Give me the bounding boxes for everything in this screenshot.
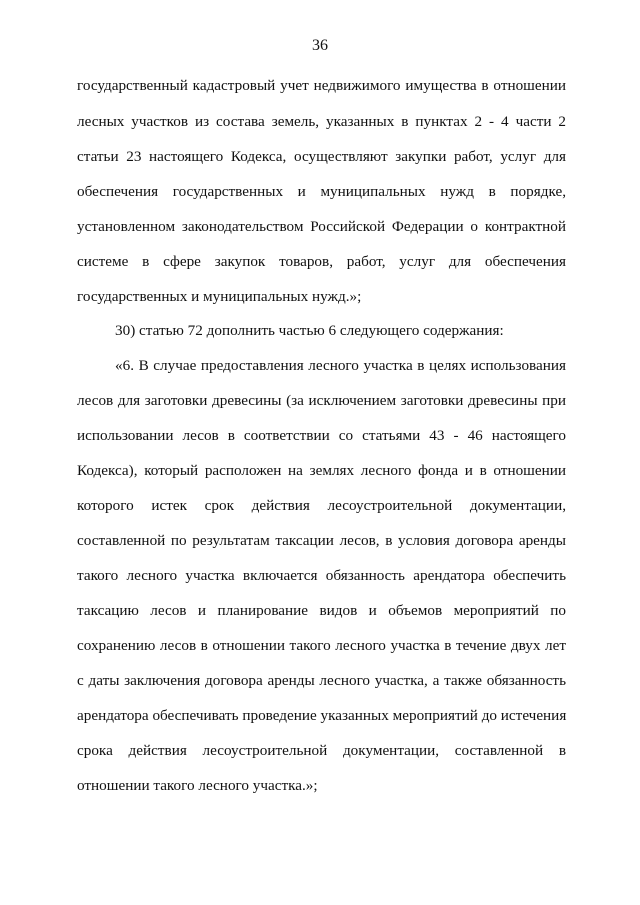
page-number: 36 [312, 37, 328, 54]
text-line: сохранению лесов в отношении такого лесного участка в течение двух лет [77, 637, 566, 654]
text-line: обеспечения государственных и муниципальных нужд в порядке, [77, 183, 566, 200]
text-line: таксацию лесов и планирование видов и объемов мероприятий по [77, 602, 566, 619]
text-line: которого истек срок действия лесоустроительной документации, [77, 497, 566, 514]
text-line: системе в сфере закупок товаров, работ, услуг для обеспечения [77, 253, 566, 270]
text-line: такого лесного участка включается обязанность арендатора обеспечить [77, 567, 566, 584]
text-line: арендатора обеспечивать проведение указанных мероприятий до истечения [77, 707, 567, 724]
text-line: срока действия лесоустроительной документации, составленной в [77, 742, 566, 759]
text-line: лесов для заготовки древесины (за исключением заготовки древесины при [77, 392, 566, 409]
text-line: использовании лесов в соответствии со статьями 43 - 46 настоящего [77, 427, 566, 444]
text-line: «6. В случае предоставления лесного участка в целях использования [115, 357, 566, 374]
text-line: государственный кадастровый учет недвижимого имущества в отношении [77, 77, 566, 94]
text-line: отношении такого лесного участка.»; [77, 777, 318, 794]
text-line: с даты заключения договора аренды лесного участка, а также обязанность [77, 672, 566, 689]
text-line: составленной по результатам таксации лесов, в условия договора аренды [77, 532, 566, 549]
paragraph-heading: 30) статью 72 дополнить частью 6 следующего содержания: [115, 322, 504, 339]
text-line: установленном законодательством Российской Федерации о контрактной [77, 218, 566, 235]
text-line: статьи 23 настоящего Кодекса, осуществляют закупки работ, услуг для [77, 148, 566, 165]
text-line: лесных участков из состава земель, указанных в пунктах 2 - 4 части 2 [77, 113, 566, 130]
text-line: Кодекса), который расположен на землях лесного фонда и в отношении [77, 462, 566, 479]
text-line: государственных и муниципальных нужд.»; [77, 288, 362, 305]
